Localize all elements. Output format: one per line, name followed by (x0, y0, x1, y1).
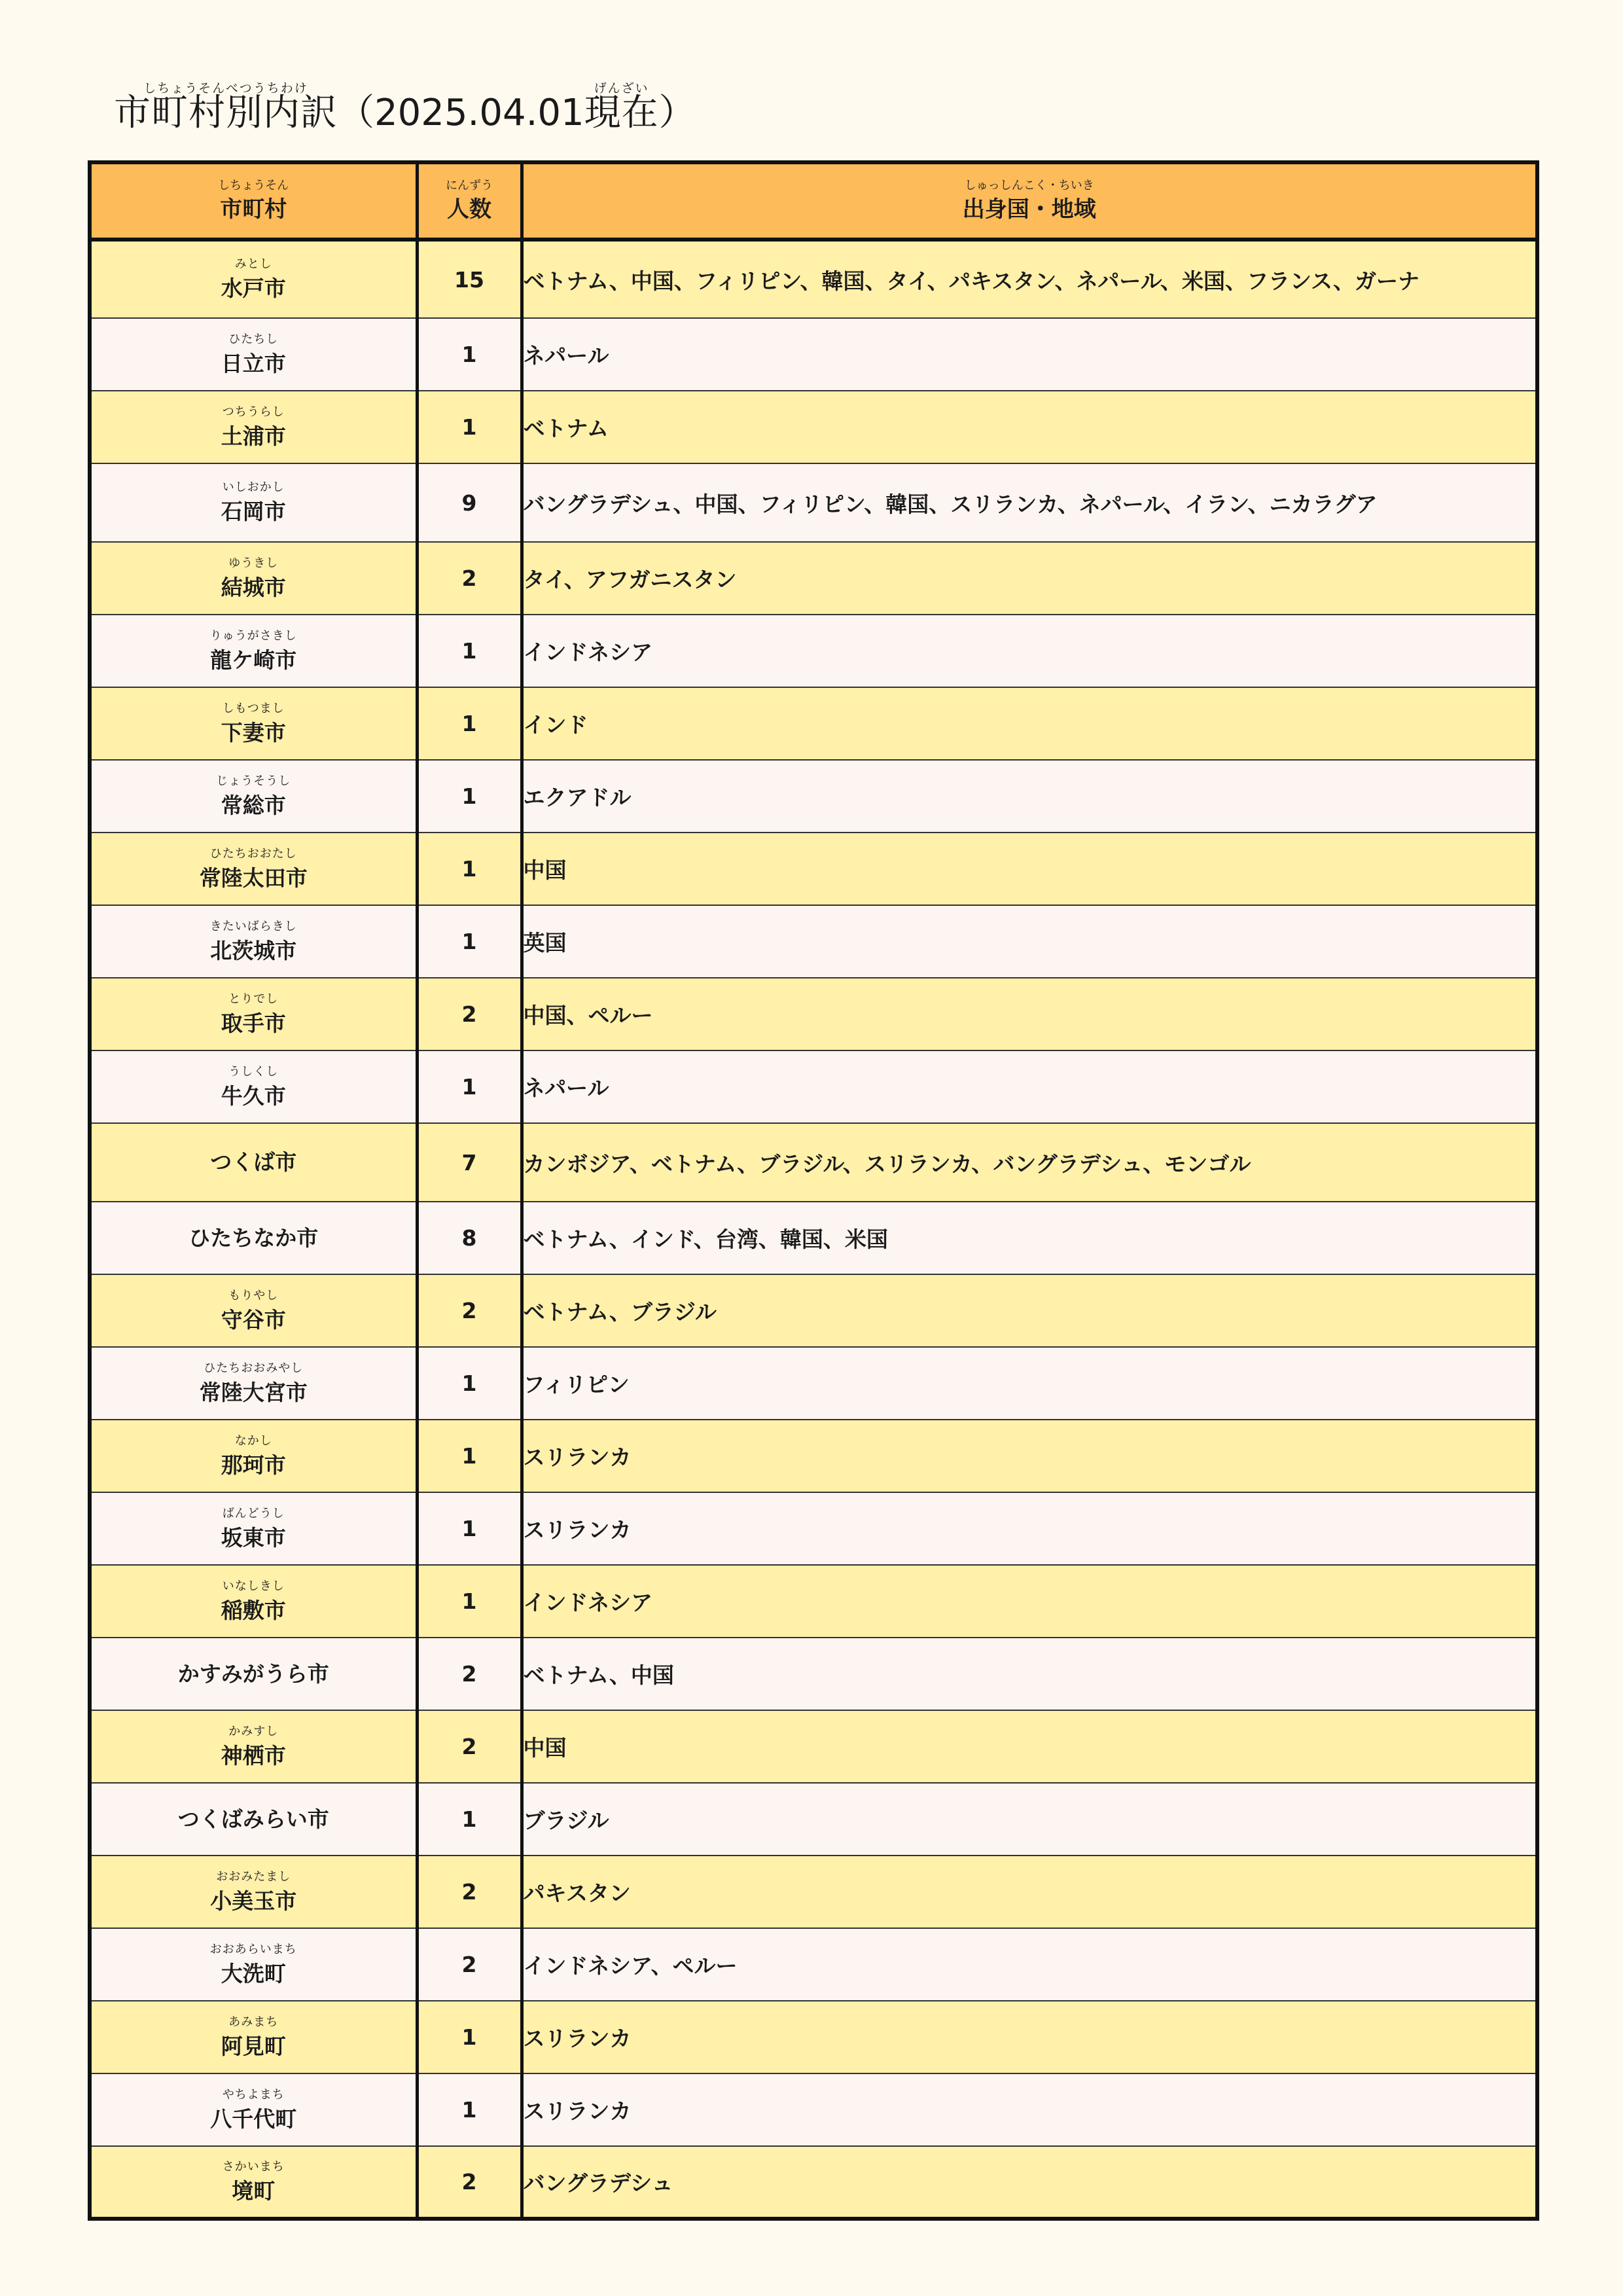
origin-cell: インドネシア (522, 1565, 1537, 1638)
origin-cell: スリランカ (522, 1492, 1537, 1565)
municipality-name: 土浦市 (221, 423, 286, 449)
municipality-cell (90, 687, 417, 760)
municipality-cell (90, 1928, 417, 2001)
origin-cell: エクアドル (522, 760, 1537, 833)
header-origin-label: 出身国・地域 (962, 196, 1096, 223)
municipality-ruby: ゆうきし (228, 556, 279, 570)
count-cell: 2 (417, 1638, 522, 1710)
title-current-text: 現在 (584, 92, 659, 134)
title-current-ruby: げんざい (594, 81, 649, 96)
municipality-name: 境町 (232, 2178, 276, 2204)
title-text: 市町村別内訳 (114, 92, 338, 134)
table-row (90, 2073, 1537, 2146)
municipality-ruby: いしおかし (222, 480, 285, 494)
table-row (90, 2146, 1537, 2219)
municipality-ruby: あみまち (228, 2015, 279, 2029)
count-cell: 1 (417, 2001, 522, 2073)
municipality-ruby: もりやし (228, 1288, 279, 1302)
count-cell: 1 (417, 1492, 522, 1565)
municipality-ruby: やちよまち (222, 2087, 285, 2102)
origin-cell: ベトナム、インド、台湾、韓国、米国 (522, 1202, 1537, 1274)
header-municipality-label: 市町村 (220, 196, 287, 223)
count-cell: 2 (417, 1928, 522, 2001)
municipality-name: 大洗町 (221, 1960, 286, 1986)
municipality-cell (90, 615, 417, 687)
table-row (90, 1347, 1537, 1420)
origin-cell: スリランカ (522, 2001, 1537, 2073)
table-row (90, 1492, 1537, 1565)
municipality-cell (90, 1492, 417, 1565)
municipality-ruby: ひたちし (228, 332, 279, 346)
count-cell: 2 (417, 1710, 522, 1783)
municipality-ruby: おおあらいまち (209, 1942, 297, 1956)
municipality-cell (90, 1420, 417, 1492)
municipality-ruby: きたいばらきし (209, 919, 297, 933)
count-cell: 1 (417, 1347, 522, 1420)
origin-cell: ネパール (522, 318, 1537, 391)
table-row (90, 1202, 1537, 1274)
title-date: （2025.04.01 (338, 92, 584, 134)
municipality-cell (90, 391, 417, 463)
header-origin (522, 162, 1537, 240)
municipality-name: 北茨城市 (210, 937, 297, 963)
municipality-cell (90, 463, 417, 542)
table-row (90, 1783, 1537, 1856)
municipality-ruby: じょうそうし (216, 774, 291, 788)
municipality-ruby: りゅうがさきし (209, 628, 297, 643)
municipality-cell (90, 1050, 417, 1123)
origin-cell: 中国、ペルー (522, 978, 1537, 1050)
municipality-cell (90, 1638, 417, 1710)
municipality-name: 坂東市 (221, 1524, 286, 1551)
municipality-ruby: いなしきし (222, 1579, 285, 1593)
count-cell: 8 (417, 1202, 522, 1274)
table-row (90, 1274, 1537, 1347)
municipality-name: 石岡市 (221, 499, 286, 524)
municipality-ruby: しもつまし (222, 701, 285, 715)
municipality-ruby: ばんどうし (222, 1506, 285, 1520)
municipality-ruby: うしくし (228, 1064, 279, 1079)
municipality-ruby: ひたちおおみやし (204, 1361, 304, 1375)
municipality-name: 常総市 (221, 792, 286, 818)
origin-cell: ベトナム、ブラジル (522, 1274, 1537, 1347)
table-row (90, 318, 1537, 391)
table-row (90, 833, 1537, 905)
table-body (90, 240, 1537, 2219)
origin-cell: 英国 (522, 905, 1537, 978)
origin-cell: ベトナム (522, 391, 1537, 463)
municipality-ruby: ひたちおおたし (209, 846, 297, 861)
municipality-name: 小美玉市 (210, 1888, 297, 1914)
table-row (90, 1710, 1537, 1783)
table-row (90, 2001, 1537, 2073)
municipality-cell (90, 1274, 417, 1347)
origin-cell: ベトナム、中国、フィリピン、韓国、タイ、パキスタン、ネパール、米国、フランス、ガーナ (522, 240, 1537, 318)
header-municipality (90, 162, 417, 240)
title-close-paren: ） (658, 92, 696, 134)
table-row (90, 687, 1537, 760)
header-count-ruby: にんずう (446, 179, 493, 192)
table-header-row (90, 162, 1537, 240)
table-row (90, 463, 1537, 542)
count-cell: 1 (417, 318, 522, 391)
table-row (90, 905, 1537, 978)
origin-cell: バングラデシュ、中国、フィリピン、韓国、スリランカ、ネパール、イラン、ニカラグア (522, 463, 1537, 542)
page-title (114, 81, 696, 136)
municipality-cell (90, 760, 417, 833)
municipality-cell (90, 1783, 417, 1856)
municipality-name: 守谷市 (221, 1306, 286, 1333)
table-row (90, 1050, 1537, 1123)
municipality-cell (90, 905, 417, 978)
count-cell: 1 (417, 833, 522, 905)
municipality-table (88, 160, 1539, 2221)
count-cell: 1 (417, 1783, 522, 1856)
municipality-ruby: さかいまち (222, 2159, 285, 2174)
header-count (417, 162, 522, 240)
table-row (90, 1420, 1537, 1492)
count-cell: 1 (417, 1420, 522, 1492)
municipality-name: 八千代町 (210, 2106, 297, 2132)
municipality-cell (90, 2001, 417, 2073)
count-cell: 2 (417, 2146, 522, 2219)
municipality-name: 日立市 (221, 350, 286, 376)
header-origin-ruby: しゅっしんこく・ちいき (964, 179, 1094, 192)
table-row (90, 1565, 1537, 1638)
count-cell: 1 (417, 615, 522, 687)
title-current-word (584, 81, 659, 136)
origin-cell: ベトナム、中国 (522, 1638, 1537, 1710)
title-ruby: しちょうそんべつうちわけ (143, 81, 308, 96)
table-row (90, 760, 1537, 833)
origin-cell: 中国 (522, 1710, 1537, 1783)
municipality-cell (90, 833, 417, 905)
municipality-ruby: つちうらし (222, 404, 285, 419)
municipality-name: 龍ケ崎市 (210, 647, 297, 673)
count-cell: 2 (417, 542, 522, 615)
municipality-ruby: とりでし (228, 992, 279, 1006)
origin-cell: タイ、アフガニスタン (522, 542, 1537, 615)
municipality-cell (90, 1123, 417, 1202)
origin-cell: スリランカ (522, 1420, 1537, 1492)
count-cell: 1 (417, 391, 522, 463)
count-cell: 1 (417, 1050, 522, 1123)
municipality-name: 牛久市 (221, 1083, 286, 1109)
table-row (90, 1123, 1537, 1202)
table-row (90, 1928, 1537, 2001)
municipality-cell (90, 1565, 417, 1638)
origin-cell: ブラジル (522, 1783, 1537, 1856)
municipality-ruby: かみすし (228, 1724, 279, 1738)
count-cell: 2 (417, 1856, 522, 1928)
municipality-cell (90, 1856, 417, 1928)
title-main-word (114, 81, 338, 136)
municipality-cell (90, 240, 417, 318)
origin-cell: カンボジア、ベトナム、ブラジル、スリランカ、バングラデシュ、モンゴル (522, 1123, 1537, 1202)
municipality-name: 那珂市 (221, 1452, 286, 1478)
municipality-cell (90, 1347, 417, 1420)
municipality-name: 稲敷市 (221, 1597, 286, 1623)
municipality-name: 取手市 (221, 1010, 286, 1036)
table-row (90, 615, 1537, 687)
table-row (90, 542, 1537, 615)
origin-cell: インドネシア、ペルー (522, 1928, 1537, 2001)
count-cell: 9 (417, 463, 522, 542)
municipality-name: 水戸市 (221, 276, 286, 301)
municipality-cell (90, 1710, 417, 1783)
table-row (90, 391, 1537, 463)
municipality-cell (90, 2073, 417, 2146)
origin-cell: インドネシア (522, 615, 1537, 687)
count-cell: 1 (417, 1565, 522, 1638)
municipality-ruby: みとし (234, 257, 272, 271)
municipality-name: 阿見町 (221, 2033, 286, 2059)
municipality-cell (90, 2146, 417, 2219)
count-cell: 2 (417, 1274, 522, 1347)
count-cell: 7 (417, 1123, 522, 1202)
origin-cell: ネパール (522, 1050, 1537, 1123)
origin-cell: インド (522, 687, 1537, 760)
origin-cell: パキスタン (522, 1856, 1537, 1928)
table-row (90, 1856, 1537, 1928)
municipality-name: つくばみらい市 (177, 1806, 329, 1832)
table-row (90, 978, 1537, 1050)
count-cell: 1 (417, 905, 522, 978)
municipality-name: 結城市 (221, 574, 286, 600)
origin-cell: フィリピン (522, 1347, 1537, 1420)
count-cell: 2 (417, 978, 522, 1050)
count-cell: 1 (417, 687, 522, 760)
municipality-cell (90, 978, 417, 1050)
header-municipality-ruby: しちょうそん (218, 179, 289, 192)
municipality-name: 常陸大宮市 (199, 1379, 308, 1405)
origin-cell: スリランカ (522, 2073, 1537, 2146)
origin-cell: バングラデシュ (522, 2146, 1537, 2219)
count-cell: 1 (417, 2073, 522, 2146)
table-row (90, 240, 1537, 318)
municipality-cell (90, 1202, 417, 1274)
municipality-name: 神栖市 (221, 1742, 286, 1768)
municipality-cell (90, 542, 417, 615)
count-cell: 15 (417, 240, 522, 318)
municipality-name: 下妻市 (221, 719, 286, 745)
header-count-label: 人数 (447, 196, 491, 223)
count-cell: 1 (417, 760, 522, 833)
table-row (90, 1638, 1537, 1710)
municipality-ruby: なかし (234, 1433, 272, 1448)
origin-cell: 中国 (522, 833, 1537, 905)
municipality-cell (90, 318, 417, 391)
municipality-name: つくば市 (210, 1149, 297, 1175)
municipality-name: 常陸太田市 (199, 865, 308, 891)
municipality-name: かすみがうら市 (177, 1660, 329, 1687)
municipality-ruby: おおみたまし (216, 1869, 291, 1884)
municipality-name: ひたちなか市 (188, 1225, 319, 1251)
